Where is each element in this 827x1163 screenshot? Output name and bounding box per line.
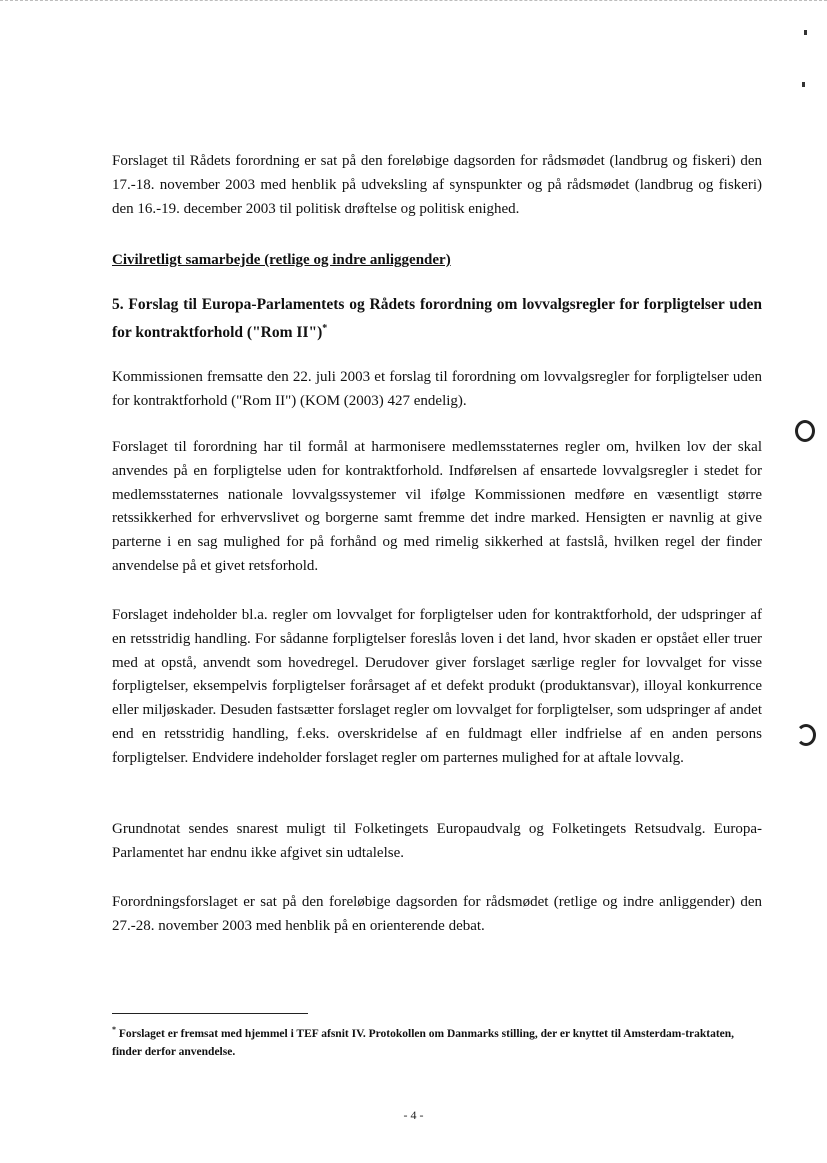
punch-hole-icon	[795, 420, 815, 442]
footnote-text: Forslaget er fremsat med hjemmel i TEF afsnit IV. Protokollen om Danmarks stilling, der er knyttet til Amsterdam-traktaten, finder derfor anvendelse.	[112, 1027, 735, 1058]
paragraph-formaal: Forslaget til forordning har til formål at harmonisere medlemsstaternes regler om, hvilken lov der skal anvendes på en forpligtelse uden for kontraktforhold. Indførelsen af ensartede lovvalgsregler i stedet for medlemsstaternes nationale lovvalgssystemer vil ifølge Kommissionen medføre en væsentligt større retssikkerhed for erhvervslivet og borgerne samt fremme det indre marked. Hensigten er navnlig at give parterne i en sag mulighed for på forhånd og med rimelig sikkerhed at fastslå, hvilken regel der finder anvendelse på et givet retsforhold.	[112, 439, 762, 574]
footnote-marker: *	[112, 1025, 116, 1034]
item-heading-text: 5. Forslag til Europa-Parlamentets og Rådets forordning om lovvalgsregler for forpligtelser uden for kontraktforhold ("Rom II")	[112, 296, 762, 342]
footnote-reference: *	[322, 323, 328, 334]
paragraph-grundnotat: Grundnotat sendes snarest muligt til Folketingets Europaudvalg og Folketingets Retsudvalg. Europa-Parlamentet har endnu ikke afgivet sin udtalelse.	[112, 821, 762, 861]
paragraph-indhold: Forslaget indeholder bl.a. regler om lovvalget for forpligtelser uden for kontraktforhold, der udspringer af en retsstridig handling. For sådanne forpligtelser foreslås loven i det land, hvor skaden er opstået eller truer med at opstå, anvendt som hovedregel. Derudover giver forslaget særlige regler for lovvalget for visse forpligtelser, eksempelvis forpligtelser forårsaget af et defekt produkt (produktansvar), illoyal konkurrence eller miljøskader. Desuden fastsætter forslaget regler om lovvalget for forpligtelser, som udspringer af andet end en retsstridig handling, f.eks. overskridelse af en fuldmagt eller indfrielse af en anden persons forpligtelser. Endvidere indeholder forslaget regler om parternes mulighed for at aftale lovvalg.	[112, 607, 762, 766]
scan-speck	[802, 82, 805, 87]
item-heading	[112, 293, 762, 345]
paragraph-landbrug-fiskeri: Forslaget til Rådets forordning er sat på den foreløbige dagsorden for rådsmødet (landbrug og fiskeri) den 17.-18. november 2003 med henblik på udveksling af synspunkter og på rådsmødet (landbrug og fiskeri) den 16.-19. december 2003 til politisk drøftelse og politisk enighed.	[112, 153, 762, 217]
punch-hole-icon	[796, 724, 816, 746]
footnote-divider	[112, 1013, 308, 1014]
section-heading: Civilretligt samarbejde (retlige og indre anliggender)	[112, 252, 451, 268]
page-number: - 4 -	[403, 1108, 424, 1122]
scan-speck	[804, 30, 807, 35]
footnote	[112, 1021, 762, 1061]
paragraph-dagsorden: Forordningsforslaget er sat på den foreløbige dagsorden for rådsmødet (retlige og indre anliggender) den 27.-28. november 2003 med henblik på en orienterende debat.	[112, 894, 762, 934]
paragraph-kommissionen: Kommissionen fremsatte den 22. juli 2003 et forslag til forordning om lovvalgsregler for forpligtelser uden for kontraktforhold ("Rom II") (KOM (2003) 427 endelig).	[112, 369, 762, 409]
scan-top-edge	[0, 0, 827, 1]
